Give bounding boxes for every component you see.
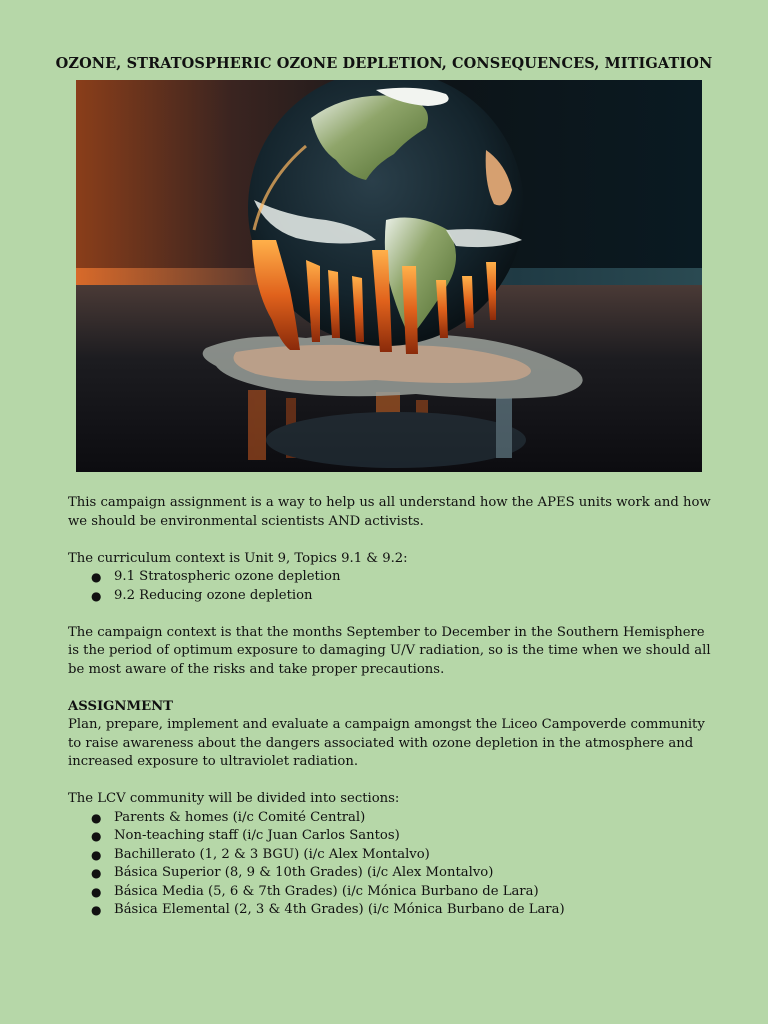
document-body — [68, 494, 718, 920]
bullet-dot-icon: ● — [91, 884, 102, 899]
list-item: ● 9.1 Stratospheric ozone depletion — [68, 568, 718, 587]
bullet-dot-icon: ● — [91, 570, 102, 584]
bullet-dot-icon: ● — [91, 829, 102, 843]
curriculum-intro: The curriculum context is Unit 9, Topics 9.1 & 9.2: — [68, 550, 408, 566]
list-item: ● 9.2 Reducing ozone depletion — [68, 587, 718, 606]
list-item: ● Bachillerato (1, 2 & 3 BGU) (i/c Alex Montalvo) — [68, 846, 718, 865]
list-item: ● Básica Media (5, 6 & 7th Grades) (i/c Mónica Burbano de Lara) — [68, 883, 718, 902]
document-title: OZONE, STRATOSPHERIC OZONE DEPLETION, CONSEQUENCES, MITIGATION — [55, 55, 713, 72]
intro-paragraph: This campaign assignment is a way to help us all understand how the APES units work and how we should be environmental scientists AND activists. — [68, 495, 711, 529]
assignment-heading: ASSIGNMENT — [68, 698, 173, 714]
bullet-dot-icon: ● — [91, 866, 102, 880]
melting-earth-image — [76, 80, 702, 472]
sections-list — [68, 809, 718, 920]
bullet-dot-icon: ● — [91, 588, 102, 603]
curriculum-topics-list — [68, 568, 718, 605]
list-item: ● Básica Elemental (2, 3 & 4th Grades) (i/c Mónica Burbano de Lara) — [68, 901, 718, 920]
assignment-paragraph: Plan, prepare, implement and evaluate a campaign amongst the Liceo Campoverde community to raise awareness about the dangers associated with ozone depletion in the atmosphere and increased exposure to ultraviolet radiation. — [68, 717, 705, 769]
list-item: ● Básica Superior (8, 9 & 10th Grades) (i/c Alex Montalvo) — [68, 864, 718, 883]
list-item: ● Non-teaching staff (i/c Juan Carlos Santos) — [68, 827, 718, 846]
campaign-context-paragraph: The campaign context is that the months September to December in the Southern Hemisphere is the period of optimum exposure to damaging U/V radiation, so is the time when we should all be most aware of the risks and take proper precautions. — [68, 624, 711, 677]
bullet-dot-icon: ● — [91, 903, 102, 917]
list-item: ● Parents & homes (i/c Comité Central) — [68, 809, 718, 828]
bullet-dot-icon: ● — [91, 847, 102, 862]
sections-intro: The LCV community will be divided into sections: — [68, 791, 400, 806]
bullet-dot-icon: ● — [91, 810, 102, 825]
